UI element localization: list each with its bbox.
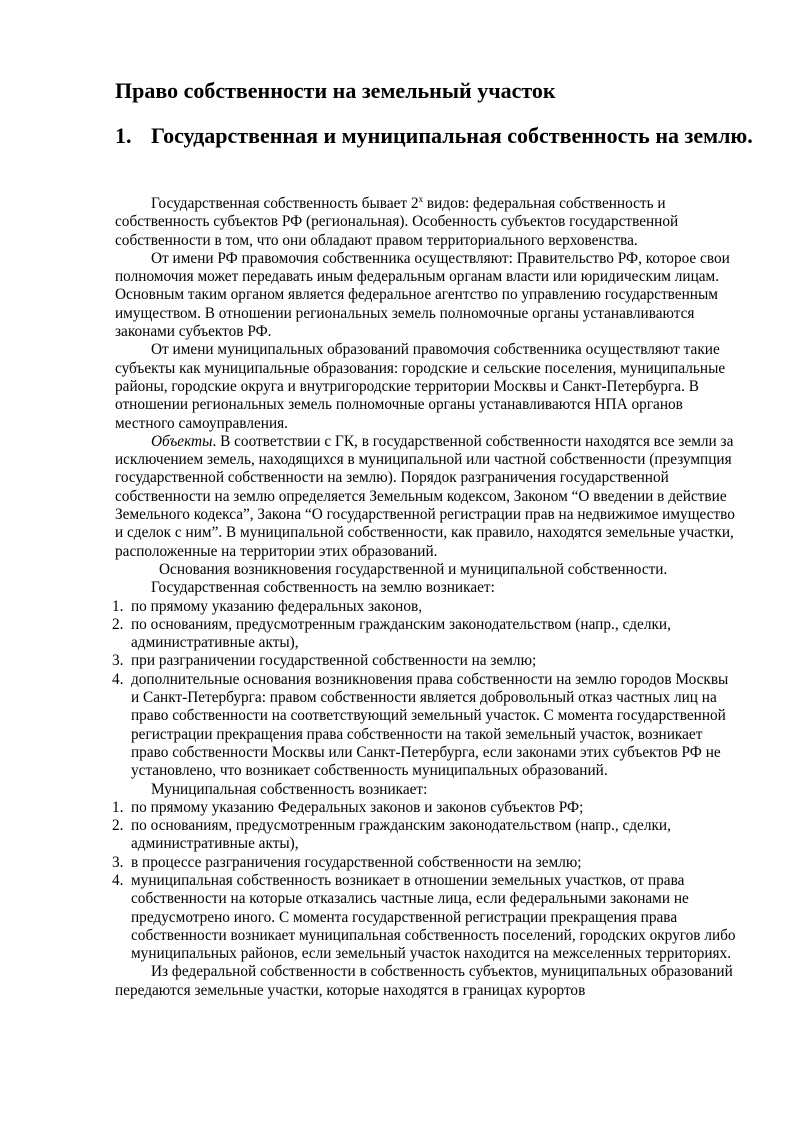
paragraph-municipal-arises: Муниципальная собственность возникает: — [151, 780, 428, 798]
list-item: 2. по основаниям, предусмотренным гражданским законодательством (напр., сделки, административные акты), — [112, 817, 671, 853]
paragraph-state-types: Государственная собственность бывает $2^х$ видов: федеральная собственность и собственность субъектов РФ (региональная). Особенность субъектов государственной собственности в том, что они обладают правом территориального верховенства. — [115, 194, 679, 249]
paragraph-municipal-powers: От имени муниципальных образований правомочия собственника осуществляют такие субъекты как муниципальные образования: городские и сельские поселения, муниципальные районы, городские округа и внутригородские территории Москвы и Санкт-Петербурга. В отношении региональных земель полномочные органы устанавливаются НПА органов местного самоуправления. — [115, 341, 726, 432]
document-body — [112, 194, 740, 1000]
list-item: 4. муниципальная собственность возникает в отношении земельных участков, от права собственности на которые отказались частные лица, если федеральными законами не предусмотрено иного. С момента государственной регистрации прекращения права собственности возникает муниципальная собственность поселений, городских округов либо муниципальных районов, если земельный участок находится на межселенных территориях. — [112, 871, 736, 963]
list-item: 1. по прямому указанию Федеральных законов и законов субъектов РФ; — [112, 798, 584, 816]
paragraph-transfer: Из федеральной собственности в собственность субъектов, муниципальных образований передаются земельные участки, которые находятся в границах курортов — [115, 963, 733, 999]
state-grounds-list — [112, 598, 740, 781]
document-title: Право собственности на земельный участок — [115, 78, 556, 103]
list-item: 1. по прямому указанию федеральных законов, — [112, 597, 423, 615]
section-heading — [115, 122, 755, 149]
paragraph-objects: Объекты. В соответствии с ГК, в государственной собственности находятся все земли за исключением земель, находящихся в муниципальной или частной собственности (презумпция государственной собственности на землю). Порядок разграничения государственной собственности на землю определяется Земельным кодексом, Законом “О введении в действие Земельного кодекса”, Закона “О государственной регистрации прав на недвижимое имущество и сделок с ним”. В муниципальной собственности, как правило, находятся земельные участки, расположенные на территории этих образований. — [115, 432, 735, 560]
list-item: 2. по основаниям, предусмотренным гражданским законодательством (напр., сделки, административные акты), — [112, 615, 671, 652]
section-title: Государственная и муниципальная собственность на землю. — [151, 123, 753, 148]
paragraph-state-arises: Государственная собственность на землю возникает: — [151, 579, 495, 597]
municipal-grounds-list — [112, 799, 740, 964]
section-number: 1. — [115, 123, 132, 148]
list-item: 4. дополнительные основания возникновения права собственности на землю городов Москвы и Санкт-Петербурга: правом собственности является добровольный отказ частных лиц на право собственности на соответствующий земельный участок. С момента государственной регистрации прекращения права собственности на такой земельный участок, возникает право собственности Москвы или Санкт-Петербурга, если законами этих субъектов РФ не установлено, что возникает собственность муниципальных образований. — [112, 670, 729, 780]
list-item: 3. в процессе разграничения государственной собственности на землю; — [112, 853, 582, 871]
paragraph-rf-powers: От имени РФ правомочия собственника осуществляют: Правительство РФ, которое свои полномочия может передавать иным федеральным органам власти или юридическим лицам. Основным таким органом является федеральное агентство по управлению государственным имуществом. В отношении региональных земель полномочные органы устанавливаются законами субъектов РФ. — [115, 249, 730, 341]
list-item: 3. при разграничении государственной собственности на землю; — [112, 652, 537, 670]
paragraph-grounds-heading: Основания возникновения государственной и муниципальной собственности. — [159, 560, 668, 578]
